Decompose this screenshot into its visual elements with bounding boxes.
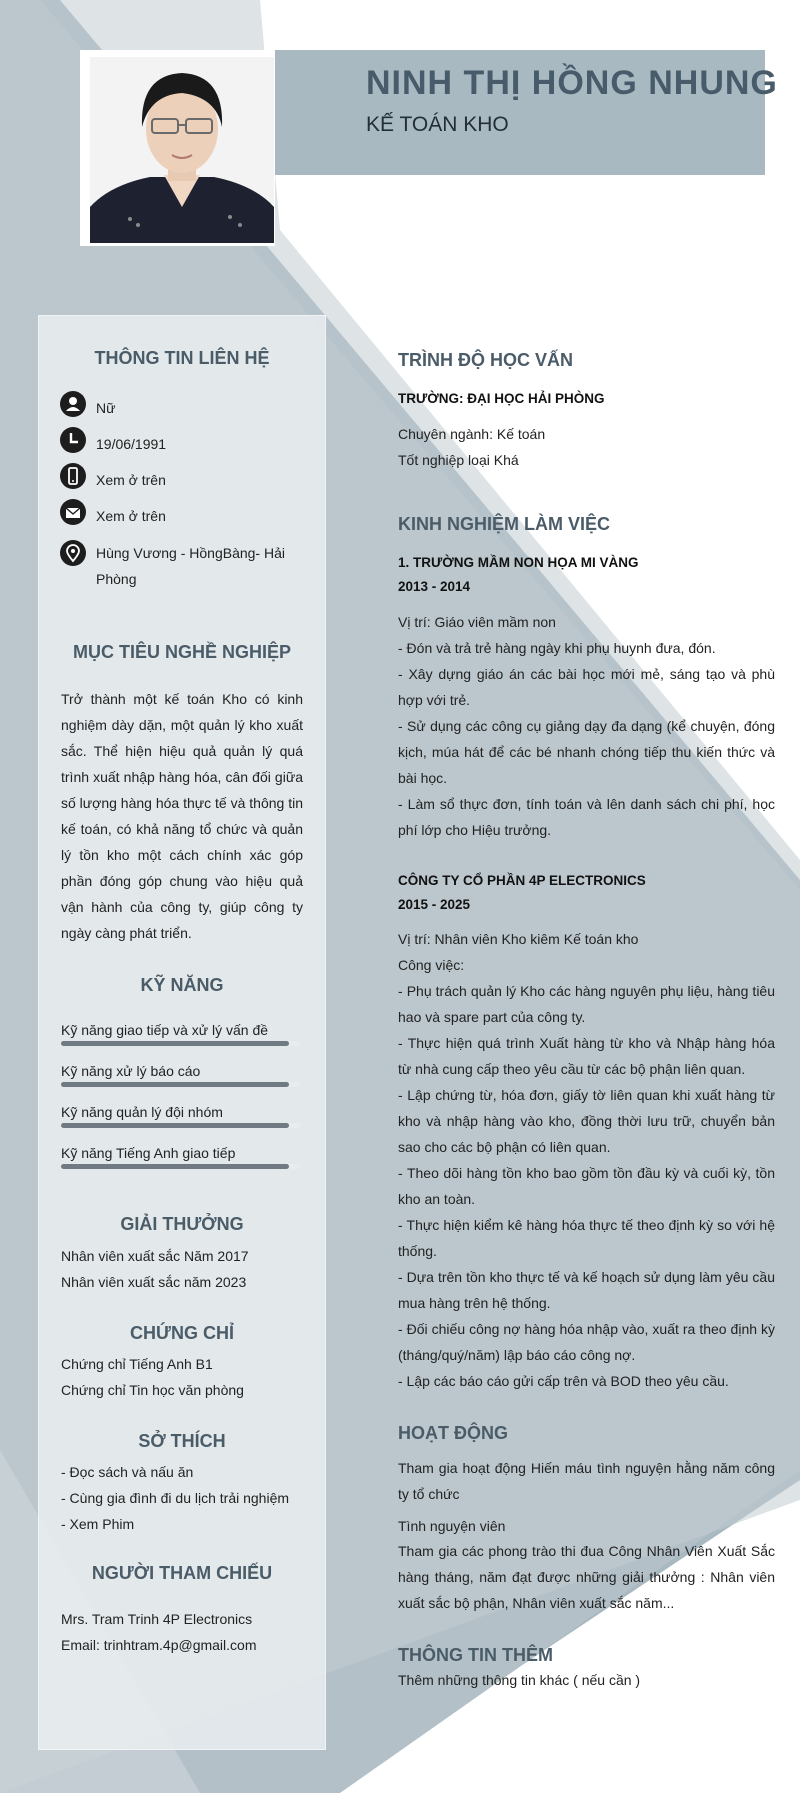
skill-label: Kỹ năng quản lý đội nhóm (61, 1104, 223, 1120)
references-heading: NGƯỜI THAM CHIẾU (91, 1563, 273, 1583)
clock-icon (60, 427, 86, 453)
skill-bar-fill (61, 1041, 289, 1046)
awards-heading: GIẢI THƯỞNG (120, 1214, 244, 1234)
skill-label: Kỹ năng Tiếng Anh giao tiếp (61, 1145, 236, 1161)
objective-text: Trở thành một kế toán Kho có kinh nghiệm dày dặn, một quản lý kho xuất sắc. Thể hiện hiệu quả quản lý quá trình xuất nhập hàng hóa, cân đối giữa số lượng hàng hóa thực tế và thông tin kế toán, có khả năng tổ chức và quản lý tồn kho một cách chính xác góp phần đóng góp chung vào hiệu quả vận hành của công ty, giúp công ty ngày càng phát triển. (61, 691, 303, 941)
skill-bar (61, 1082, 301, 1087)
location-pin-icon (60, 540, 86, 566)
profile-photo (90, 57, 274, 243)
contact-birthdate (60, 427, 320, 453)
job-duty-line: - Xây dựng giáo án các bài học mới mẻ, sáng tạo và phù hợp với trẻ. (398, 666, 775, 708)
skills-heading: KỸ NĂNG (140, 975, 224, 995)
objective-heading: MỤC TIÊU NGHỀ NGHIỆP (72, 642, 291, 662)
job-duties (398, 926, 775, 1394)
certificate-item: Chứng chỉ Tin học văn phòng (61, 1382, 244, 1398)
education-school: TRƯỜNG: ĐẠI HỌC HẢI PHÒNG (398, 391, 605, 406)
job-duty-line: - Thực hiện kiểm kê hàng hóa thực tế theo định kỳ so với hệ thống. (398, 1217, 775, 1259)
job-title: KẾ TOÁN KHO (366, 113, 509, 136)
activity-text: Tham gia hoạt động Hiến máu tình nguyện hằng năm công ty tổ chức (398, 1460, 775, 1502)
contact-email (60, 499, 320, 525)
job-duty-line: - Lập chứng từ, hóa đơn, giấy tờ liên quan khi xuất hàng từ kho và nhập hàng vào kho, đồng thời lưu trữ, chuyển bản sao cho các bộ phận có liên quan. (398, 1087, 775, 1155)
skill-item (61, 1104, 301, 1128)
job-duty-line: - Đối chiếu công nợ hàng hóa nhập vào, xuất ra theo định kỳ (tháng/quý/năm) lập báo cáo công nợ. (398, 1321, 775, 1363)
skill-bar-fill (61, 1082, 289, 1087)
job-duty-line: - Thực hiện quá trình Xuất hàng từ kho và Nhập hàng hóa từ nhà cung cấp theo yêu cầu từ các bộ phận liên quan. (398, 1035, 775, 1077)
contact-heading: THÔNG TIN LIÊN HỆ (94, 348, 270, 368)
job-duty-line: Công việc: (398, 957, 465, 973)
candidate-name: NINH THỊ HỒNG NHUNG (366, 64, 778, 102)
skill-bar (61, 1164, 301, 1169)
job-duty-line: Vị trí: Nhân viên Kho kiêm Kế toán kho (398, 931, 639, 947)
skill-item (61, 1063, 301, 1087)
contact-address (60, 540, 320, 592)
activity-text: Tham gia các phong trào thi đua Công Nhân Viên Xuất Sắc hàng tháng, năm đạt được những giải thưởng : Nhân viên xuất sắc bộ phận, Nhân viên xuất sắc năm... (398, 1543, 775, 1611)
contact-birthdate-text: 19/06/1991 (96, 436, 167, 452)
hobbies-heading: SỞ THÍCH (138, 1431, 226, 1451)
skill-bar (61, 1041, 301, 1046)
reference-item: Mrs. Tram Trinh 4P Electronics (61, 1611, 253, 1627)
job-duty-line: - Đón và trả trẻ hàng ngày khi phụ huynh đưa, đón. (398, 640, 716, 656)
reference-item: Email: trinhtram.4p@gmail.com (61, 1637, 257, 1653)
contact-gender-text: Nữ (96, 400, 116, 416)
job-duties (398, 609, 775, 843)
mail-icon (60, 499, 86, 525)
hobby-item: - Đọc sách và nấu ăn (61, 1464, 194, 1480)
job-duty-line: - Lập các báo cáo gửi cấp trên và BOD theo yêu cầu. (398, 1373, 729, 1389)
certificate-item: Chứng chỉ Tiếng Anh B1 (61, 1356, 213, 1372)
contact-email-text: Xem ở trên (96, 508, 166, 524)
education-line: Tốt nghiệp loại Khá (398, 452, 519, 468)
skill-item (61, 1022, 301, 1046)
skill-item (61, 1145, 301, 1169)
contact-phone-text: Xem ở trên (96, 472, 166, 488)
job-duty-line: - Theo dõi hàng tồn kho bao gồm tồn đầu kỳ và cuối kỳ, tồn kho an toàn. (398, 1165, 775, 1207)
job-duty-line: - Làm sổ thực đơn, tính toán và lên danh sách chi phí, học phí lớp cho Hiệu trưởng. (398, 796, 775, 838)
contact-address-text: Hùng Vương - HồngBàng- Hải Phòng (96, 545, 285, 587)
contact-gender (60, 391, 320, 417)
education-line: Chuyên ngành: Kế toán (398, 426, 546, 442)
hobby-item: - Xem Phim (61, 1516, 135, 1532)
extra-info-text: Thêm những thông tin khác ( nếu cần ) (398, 1672, 641, 1688)
skill-bar (61, 1123, 301, 1128)
certificates-heading: CHỨNG CHỈ (130, 1323, 234, 1343)
job-duty-line: - Sử dụng các công cụ giảng dạy đa dạng (kể chuyện, đóng kịch, múa hát để các bé nhanh chóng tiếp thu kiến thức và bài học. (398, 718, 775, 786)
activity-role: Tình nguyện viên (398, 1518, 506, 1534)
job-duty-line: - Phụ trách quản lý Kho các hàng nguyên phụ liệu, hàng tiêu hao và spare part của công ty. (398, 983, 775, 1025)
job-company: CÔNG TY CỔ PHẦN 4P ELECTRONICS (398, 873, 646, 888)
experience-heading: KINH NGHIỆM LÀM VIỆC (398, 514, 611, 534)
extra-info-heading: THÔNG TIN THÊM (398, 1645, 553, 1665)
education-heading: TRÌNH ĐỘ HỌC VẤN (398, 350, 573, 370)
job-period: 2013 - 2014 (398, 579, 471, 594)
person-icon (60, 391, 86, 417)
contact-phone (60, 463, 320, 489)
job-duty-line: - Dựa trên tồn kho thực tế và kế hoạch sử dụng làm yêu cầu mua hàng trên hệ thống. (398, 1269, 775, 1311)
phone-icon (60, 463, 86, 489)
skill-bar-fill (61, 1164, 289, 1169)
job-duty-line: Vị trí: Giáo viên mầm non (398, 614, 556, 630)
job-company: 1. TRƯỜNG MẦM NON HỌA MI VÀNG (398, 555, 639, 570)
job-period: 2015 - 2025 (398, 897, 471, 912)
skill-label: Kỹ năng giao tiếp và xử lý vấn đề (61, 1022, 269, 1038)
award-item: Nhân viên xuất sắc Năm 2017 (61, 1248, 249, 1264)
hobby-item: - Cùng gia đình đi du lịch trải nghiệm (61, 1490, 290, 1506)
activities-heading: HOẠT ĐỘNG (398, 1423, 508, 1443)
skill-label: Kỹ năng xử lý báo cáo (61, 1063, 201, 1079)
award-item: Nhân viên xuất sắc năm 2023 (61, 1274, 247, 1290)
skill-bar-fill (61, 1123, 289, 1128)
